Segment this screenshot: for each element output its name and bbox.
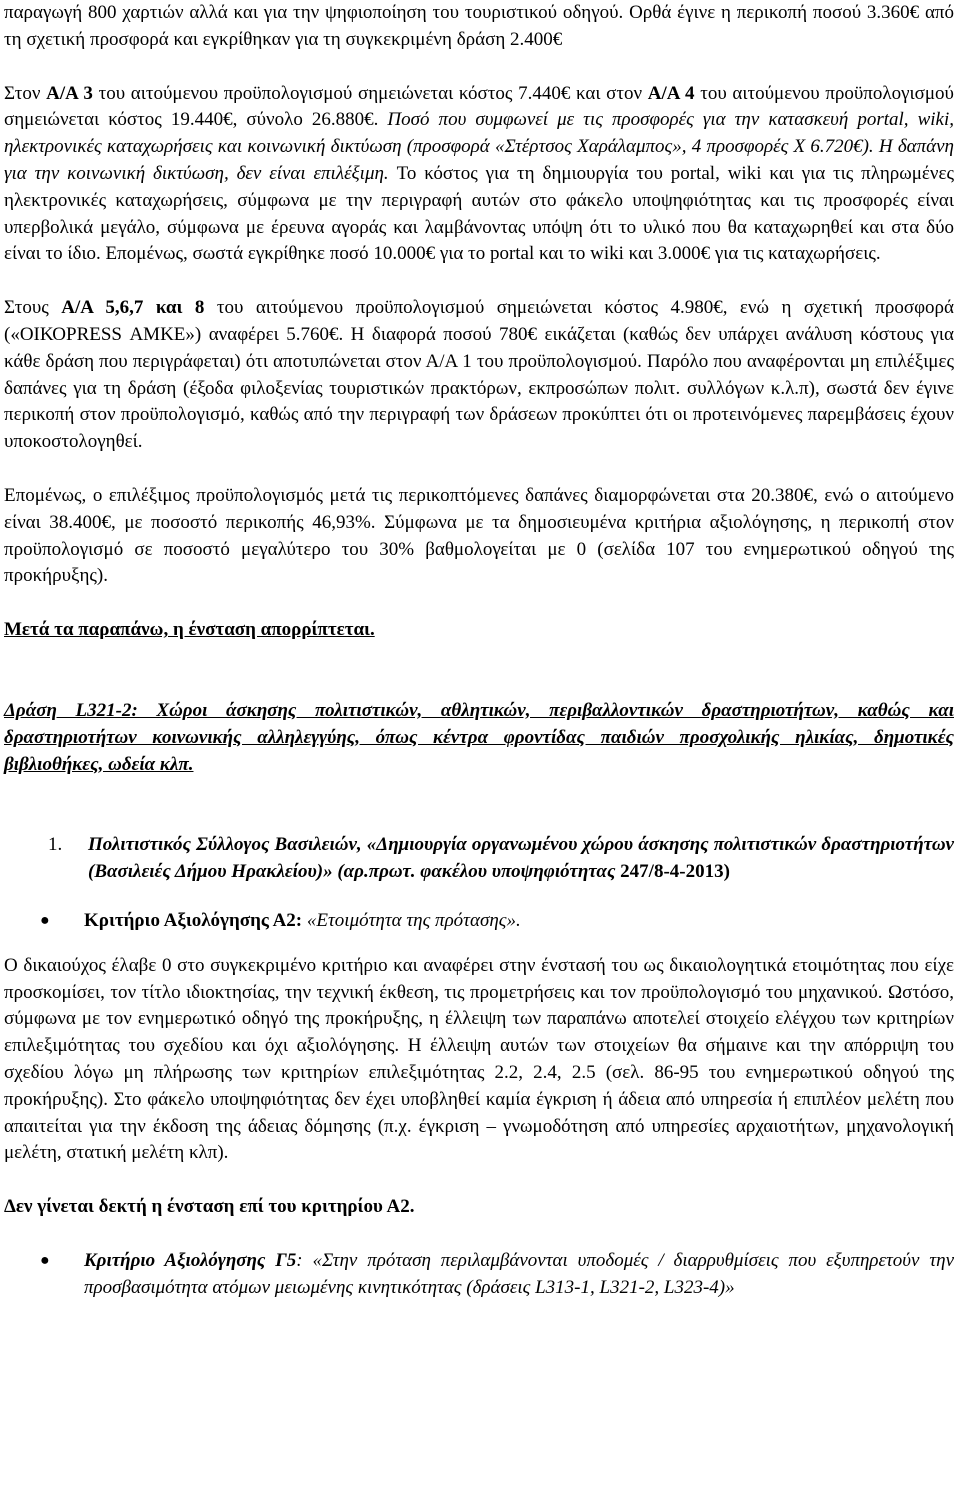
text-run: παραγωγή 800 χαρτιών αλλά και για την ψηφιοποίηση του τουριστικού οδηγού. Ορθά έγινε η περικοπή ποσού 3.360€ από τη σχετική προσφορά και εγκρίθηκαν για τη συγκεκριμένη δράση 2.400€ — [4, 2, 954, 50]
bullet-icon: ● — [40, 1251, 50, 1269]
text-run: Ο δικαιούχος έλαβε 0 στο συγκεκριμένο κριτήριο και αναφέρει στην ένστασή του ως δικαιολογητικά ετοιμότητας που είχε προσκομίσει, τον τίτλο ιδιοκτησίας, την τεχνική έκθεση, τις προμετρήσεις και τον προϋπολογισμό του μηχανικού. Ωστόσο, σύμφωνα με τον ενημερωτικό οδηγό της προκήρυξης, η έλλειψη των παραπάνω αποτελεί στοιχείο ελέγχου των κριτηρίων επιλεξιμότητας του σχεδίου και όχι αξιολόγησης. Η έλλειψη αυτών των στοιχείων θα σήμαινε και την απόρριψη του σχεδίου λόγω μη πλήρωσης των κριτηρίων επιλεξιμότητας 2.2, 2.4, 2.5 (σελ. 86-95 του ενημερωτικού οδηγού της προκήρυξης). Στο φάκελο υποψηφιότητας δεν έχει υποβληθεί καμία έγκριση ή άδεια από υπηρεσία ή επιπλέον μελέτη που απαιτείται για την έκδοση της άδειας δόμησης (π.χ. έγκριση – γνωμοδότηση από υπηρεσίες αρχαιοτήτων, μηχανολογική μελέτη, στατική μελέτη κλπ). — [4, 954, 954, 1164]
text-run: Κριτήριο Αξιολόγησης Γ5 — [84, 1249, 297, 1271]
action-heading: Δράση L321-2: Χώροι άσκησης πολιτιστικών, αθλητικών, περιβαλλοντικών δραστηριοτήτων, καθώς και δραστηριοτήτων κοινωνικής αλληλεγγύης, όπως κέντρα φροντίδας παιδιών προσχολικής ηλικίας, δημοτικές βιβλιοθήκες, ωδεία κλπ. — [4, 699, 954, 775]
text-run: : «Στην πρόταση περιλαμβάνονται υποδομές / διαρρυθμίσεις που εξυπηρετούν την προσβασιμότητα ατόμων μειωμένης κινητικότητας (δράσεις L313-1, L321-2, L323-4)» — [84, 1249, 954, 1298]
paragraph-1 — [4, 0, 954, 54]
text-run: του αιτούμενου προϋπολογισμού σημειώνεται κόστος 7.440€ και στον — [92, 82, 648, 104]
text-run: Κριτήριο Αξιολόγησης Α2: — [84, 909, 307, 931]
rejection-statement: Μετά τα παραπάνω, η ένσταση απορρίπτεται. — [4, 619, 375, 641]
numbered-item-1 — [4, 832, 954, 886]
item-text — [88, 832, 954, 886]
text-run: Α/Α 5,6,7 και 8 — [61, 297, 205, 319]
text-run: Το κόστος για τη δημιουργία του portal, wiki και για τις πληρωμένες ηλεκτρονικές καταχωρήσεις, σύμφωνα με την περιγραφή αυτών στο φάκελο υποψηφιότητας και τις προσφορές είναι υπερβολικά μεγάλο, σύμφωνα με έρευνα αγοράς και λαμβάνοντας υπόψη ότι το υλικό που θα καταχωρηθεί και στα δύο είναι το ίδιο. Επομένως, σωστά εγκρίθηκε ποσό 10.000€ για το portal και το wiki και 3.000€ για τις καταχωρήσεις. — [4, 162, 955, 265]
text-run: Α/Α 3 — [46, 82, 93, 104]
bullet-criterion-g5 — [4, 1248, 954, 1302]
item-number: 1. — [48, 834, 63, 856]
text-run: Στους — [4, 297, 62, 319]
text-run: Ποσό που συμφωνεί με τις προσφορές για την κατασκευή portal, wiki, ηλεκτρονικές καταχωρήσεις και κοινωνική δικτύωση (προσφορά «Στέρτσος Χαράλαμπος», 4 προσφορές Χ 6.720€). Η δαπάνη για την κοινωνική δικτύωση, δεν είναι επιλέξιμη. — [4, 109, 954, 184]
text-run: Επομένως, ο επιλέξιμος προϋπολογισμός μετά τις περικοπτόμενες δαπάνες διαμορφώνεται στα 20.380€, ενώ ο αιτούμενο είναι 38.400€, με ποσοστό περικοπής 46,93%. Σύμφωνα με τα δημοσιευμένα κριτήρια αξιολόγησης, η περικοπή στον προϋπολογισμό σε ποσοστό μεγαλύτερο του 30% βαθμολογείται με 0 (σελίδα 107 του ενημερωτικού οδηγού της προκήρυξης). — [4, 484, 954, 587]
text-run: του αιτούμενου προϋπολογισμού σημειώνεται κόστος 19.440€, σύνολο 26.880€. — [4, 82, 954, 131]
text-run: 247/8-4-2013) — [620, 861, 730, 883]
text-run: Α/Α 4 — [647, 82, 695, 104]
text-run: του αιτούμενου προϋπολογισμού σημειώνεται κόστος 4.980€, ενώ η σχετική προσφορά («ΟΙΚΟPRESS ΑΜΚΕ») αναφέρει 5.760€. Η διαφορά ποσού 780€ εικάζεται (καθώς δεν υπάρχει ανάλυση κόστους για κάθε δράση που περιγράφεται) ότι αποτυπώνεται στον Α/Α 1 του προϋπολογισμού. Παρόλο που αναφέρονται μη επιλέξιμες δαπάνες για τη δράση (έξοδα φιλοξενίας τουριστικών πρακτόρων, εκπροσώπων πολιτ. συλλόγων κ.λ.π), σωστά δεν έγινε περικοπή στον προϋπολογισμό, καθώς από την περιγραφή των δράσεων προκύπτει ότι οι προτεινόμενες παρεμβάσεις έχουν υποκοστολογηθεί. — [4, 297, 954, 453]
paragraph-2 — [4, 81, 954, 269]
paragraph-7 — [4, 953, 954, 1167]
text-run: Πολιτιστικός Σύλλογος Βασιλειών, «Δημιουργία οργανωμένου χώρου άσκησης πολιτιστικών δραστηριοτήτων (Βασιλειές Δήμου Ηρακλείου)» (αρ.πρωτ. φακέλου υποψηφιότητας — [88, 834, 954, 883]
bullet-criterion-a2 — [4, 908, 954, 935]
paragraph-4 — [4, 483, 954, 590]
bullet-icon: ● — [40, 911, 50, 929]
non-acceptance-statement: Δεν γίνεται δεκτή η ένσταση επί του κριτηρίου Α2. — [4, 1196, 415, 1218]
paragraph-3 — [4, 295, 954, 456]
text-run: «Ετοιμότητα της πρότασης». — [306, 909, 521, 931]
text-run: Στον — [4, 82, 47, 104]
